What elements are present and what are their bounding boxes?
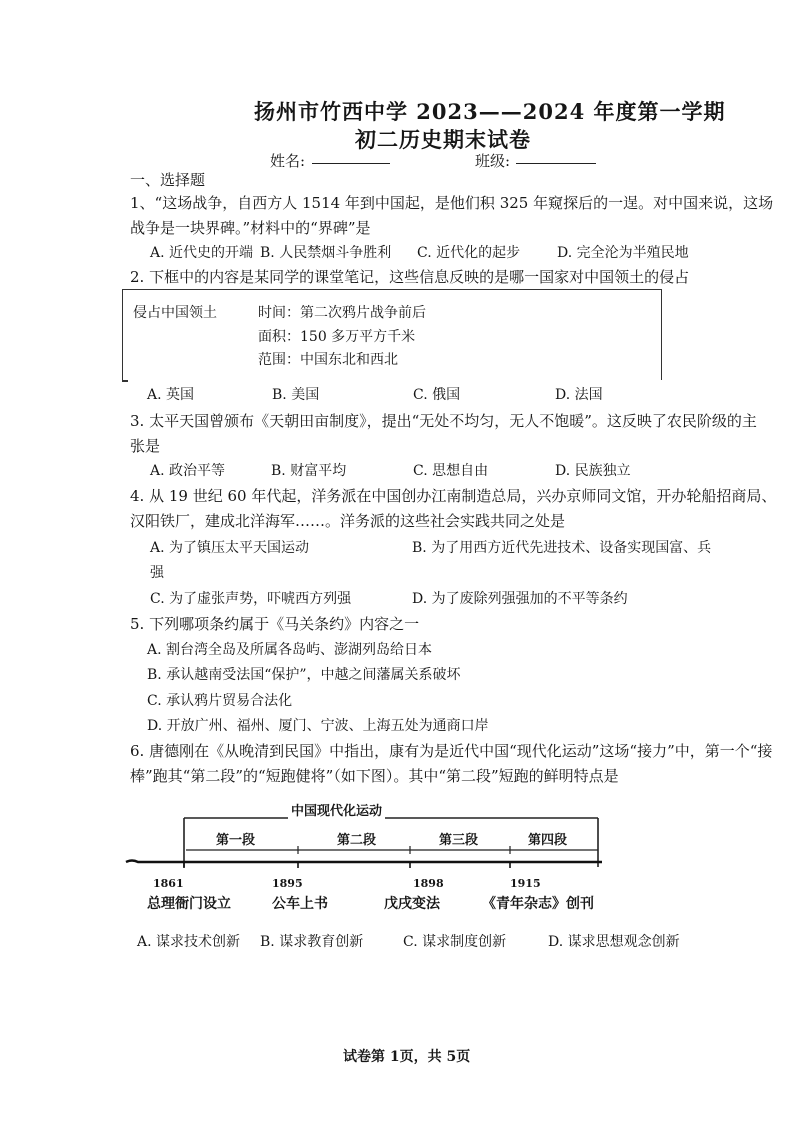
year-1895: 1895	[272, 877, 303, 890]
q4-option-b[interactable]: B. 为了用西方近代先进技术、设备实现国富、兵	[412, 540, 712, 556]
q1-option-b[interactable]: B. 人民禁烟斗争胜利	[260, 245, 392, 261]
year-1915: 1915	[510, 877, 541, 890]
event-wuxu-reform: 戊戌变法	[384, 896, 440, 912]
q6-option-b[interactable]: B. 谋求教育创新	[260, 934, 364, 950]
q1-stem-line1: 1、“这场战争，自西方人 1514 年到中国起，是他们积 325 年窥探后的一逞。对中国来说，这场	[130, 194, 774, 212]
q2-option-a[interactable]: A. 英国	[147, 387, 195, 403]
exam-title-line2: 初二历史期末试卷	[355, 127, 531, 152]
q4-option-c[interactable]: C. 为了虚张声势，吓唬西方列强	[150, 591, 352, 607]
q5-option-d[interactable]: D. 开放广州、福州、厦门、宁波、上海五处为通商口岸	[147, 718, 489, 734]
event-zongli-yamen: 总理衙门设立	[147, 896, 231, 912]
year-1898: 1898	[413, 877, 444, 890]
section-title: 一、选择题	[130, 171, 206, 189]
timeline-axis	[126, 861, 602, 863]
notes-line-range: 范围：中国东北和西北	[258, 352, 398, 368]
q1-option-d[interactable]: D. 完全沦为半殖民地	[557, 245, 689, 261]
q3-option-a[interactable]: A. 政治平等	[150, 463, 226, 479]
q5-option-a[interactable]: A. 割台湾全岛及所属各岛屿、澎湖列岛给日本	[147, 642, 433, 658]
event-gongche-shangshu: 公车上书	[272, 896, 328, 912]
q2-stem-line1: 2. 下框中的内容是某同学的课堂笔记，这些信息反映的是哪一国家对中国领土的侵占	[130, 268, 690, 286]
q1-stem-line2: 战争是一块界碑。”材料中的“界碑”是	[130, 219, 371, 237]
exam-title-line1: 扬州市竹西中学 2023——2024 年度第一学期	[254, 99, 726, 124]
segment-label-2: 第二段	[335, 829, 378, 848]
q3-stem-line2: 张是	[130, 437, 161, 455]
q4-option-b-wrap: 强	[150, 565, 164, 581]
q6-option-d[interactable]: D. 谋求思想观念创新	[548, 934, 680, 950]
q3-option-b[interactable]: B. 财富平均	[271, 463, 347, 479]
notes-line-area: 面积：150 多万平方千米	[258, 329, 416, 345]
q1-option-c[interactable]: C. 近代化的起步	[417, 245, 521, 261]
q3-stem-line1: 3. 太平天国曾颁布《天朝田亩制度》，提出“无处不均匀，无人不饱暖”。这反映了农民阶级的主	[130, 412, 757, 430]
segment-label-1: 第一段	[214, 829, 257, 848]
name-label: 姓名:	[270, 152, 306, 170]
q5-option-b[interactable]: B. 承认越南受法国“保护”，中越之间藩属关系破坏	[147, 667, 461, 683]
event-new-youth: 《青年杂志》创刊	[482, 896, 594, 912]
class-label: 班级:	[475, 152, 511, 170]
segment-label-3: 第三段	[437, 829, 480, 848]
q6-stem-line1: 6. 唐德刚在《从晚清到民国》中指出，康有为是近代中国“现代化运动”这场“接力”中，第一个“接	[130, 742, 773, 760]
q6-stem-line2: 棒”跑其“第二段”的“短跑健将”（如下图）。其中“第二段”短跑的鲜明特点是	[130, 767, 619, 785]
q2-option-c[interactable]: C. 俄国	[413, 387, 461, 403]
class-field[interactable]	[516, 149, 596, 164]
year-1861: 1861	[153, 877, 184, 890]
q3-option-d[interactable]: D. 民族独立	[555, 463, 631, 479]
q2-option-b[interactable]: B. 美国	[272, 387, 320, 403]
page-footer: 试卷第 1页，共 5页	[343, 1049, 471, 1065]
q6-option-c[interactable]: C. 谋求制度创新	[403, 934, 507, 950]
diagram-title: 中国现代化运动	[288, 800, 385, 819]
q1-option-a[interactable]: A. 近代史的开端	[150, 245, 254, 261]
q4-stem-line2: 汉阳铁厂，建成北洋海军……。洋务派的这些社会实践共同之处是	[130, 512, 566, 530]
notes-heading: 侵占中国领土	[133, 305, 217, 321]
q2-option-d[interactable]: D. 法国	[555, 387, 603, 403]
notes-box	[122, 289, 662, 380]
notes-line-time: 时间：第二次鸦片战争前后	[258, 305, 426, 321]
q5-option-c[interactable]: C. 承认鸦片贸易合法化	[147, 693, 293, 709]
q6-option-a[interactable]: A. 谋求技术创新	[137, 934, 241, 950]
q4-stem-line1: 4. 从 19 世纪 60 年代起，洋务派在中国创办江南制造总局，兴办京师同文馆，开办轮船招商局、	[130, 487, 777, 505]
q4-option-a[interactable]: A. 为了镇压太平天国运动	[150, 540, 310, 556]
segment-label-4: 第四段	[526, 829, 569, 848]
q5-stem: 5. 下列哪项条约属于《马关条约》内容之一	[130, 615, 420, 633]
q3-option-c[interactable]: C. 思想自由	[413, 463, 489, 479]
q4-option-d[interactable]: D. 为了废除列强强加的不平等条约	[412, 591, 628, 607]
name-field[interactable]	[312, 149, 390, 164]
